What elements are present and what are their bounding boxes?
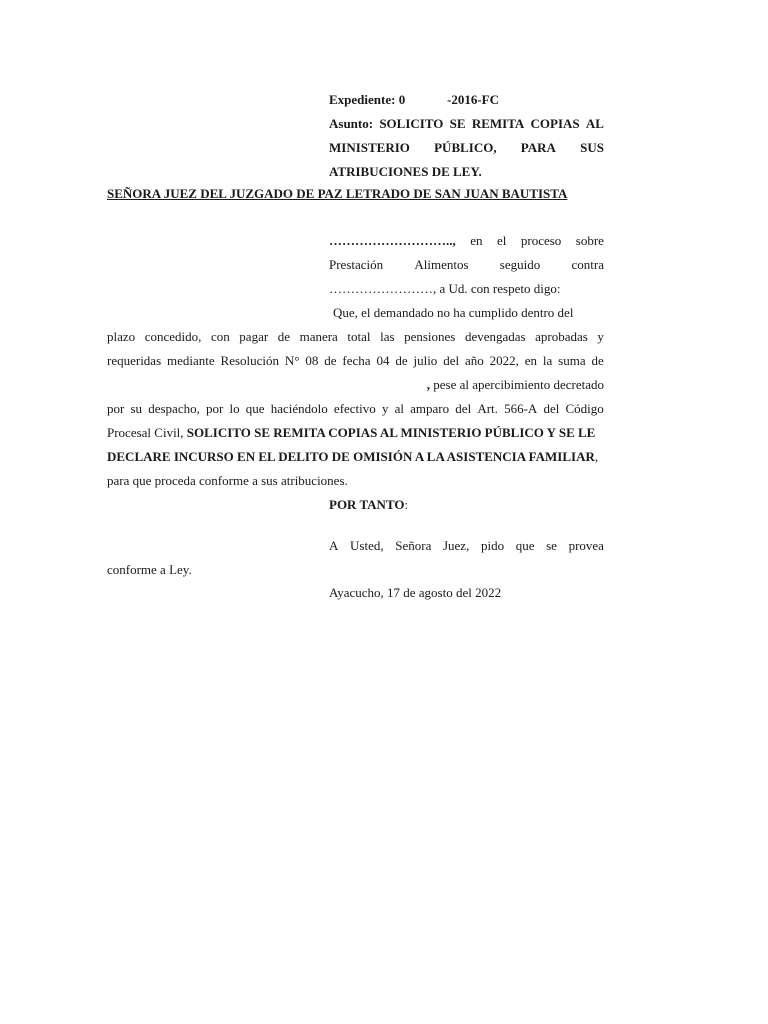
asunto-label: Asunto: [329,116,374,131]
request-bold-1: SOLICITO SE REMITA COPIAS AL MINISTERIO PÚBLICO Y SE LE [186,425,596,440]
expediente-suffix: -2016-FC [447,92,499,107]
body-line-1: Que, el demandado no ha cumplido dentro del [333,305,574,320]
expediente-line [329,92,405,108]
body-line-7: DECLARE INCURSO EN EL DELITO DE OMISIÓN A LA ASISTENCIA FAMILIAR, [107,449,599,464]
body-line-4: , pese al apercibimiento decretado [426,377,604,392]
body-line-2: plazo concedido, con pagar de manera total las pensiones devengadas aprobadas y [107,329,604,344]
body-line-8: para que proceda conforme a sus atribuciones. [107,473,348,488]
addressee: SEÑORA JUEZ DEL JUZGADO DE PAZ LETRADO DE SAN JUAN BAUTISTA [107,186,568,201]
request-line-2: conforme a Ley. [107,562,192,577]
body-line-3: requeridas mediante Resolución N° 08 de fecha 04 de julio del año 2022, en la suma de [107,353,604,368]
asunto-line-2: MINISTERIO PÚBLICO, PARA SUS [329,140,604,155]
asunto-line-3: ATRIBUCIONES DE LEY. [329,164,482,179]
asunto-line-1: Asunto: SOLICITO SE REMITA COPIAS AL [329,116,604,131]
body-line-6: Procesal Civil, SOLICITO SE REMITA COPIAS AL MINISTERIO PÚBLICO Y SE LE [107,425,596,440]
intro-line-1: ……………………….., en el proceso sobre [329,233,604,248]
intro-line-3: ……………………, a Ud. con respeto digo: [329,281,561,296]
request-bold-2: DECLARE INCURSO EN EL DELITO DE OMISIÓN A LA ASISTENCIA FAMILIAR [107,449,595,464]
request-line-1: A Usted, Señora Juez, pido que se provea [329,538,604,553]
expediente-label: Expediente: 0 [329,92,406,107]
body-line-5: por su despacho, por lo que haciéndolo efectivo y al amparo del Art. 566-A del Código [107,401,604,416]
por-tanto: POR TANTO: [329,497,409,512]
intro-line-2: Prestación Alimentos seguido contra [329,257,604,272]
place-date: Ayacucho, 17 de agosto del 2022 [329,585,502,600]
name-placeholder: ……………………….., [329,233,456,248]
